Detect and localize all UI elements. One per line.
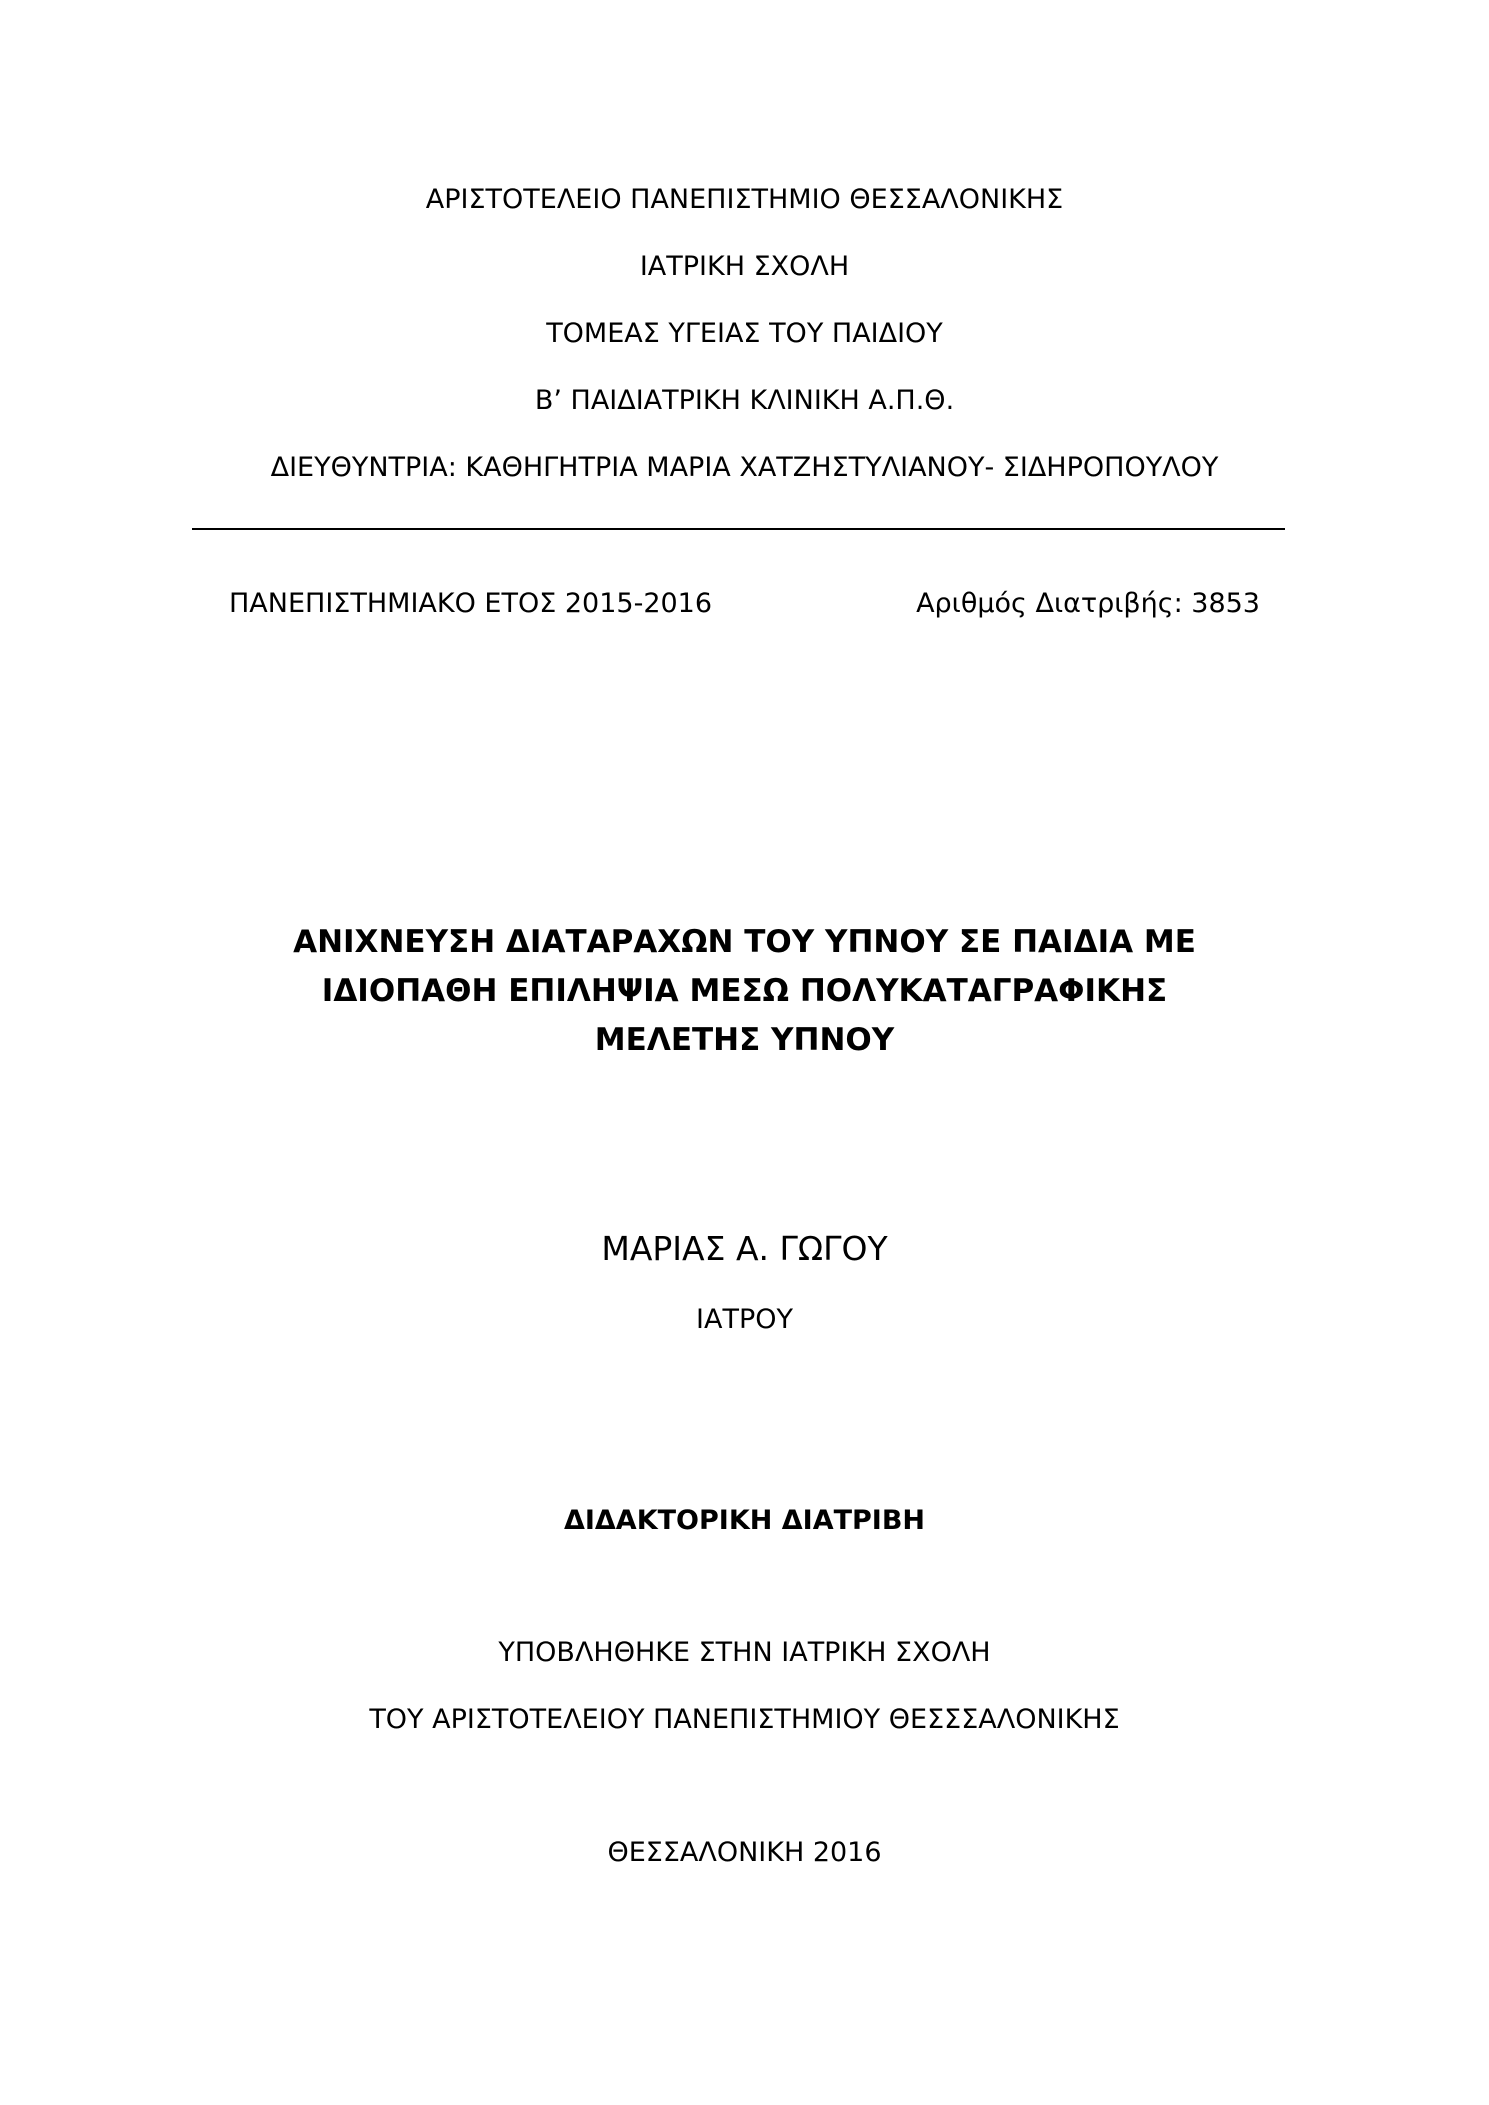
thesis-title-line-1: ΑΝΙΧΝΕΥΣΗ ΔΙΑΤΑΡΑΧΩΝ ΤΟΥ ΥΠΝΟΥ ΣΕ ΠΑΙΔΙΑ ΜΕ [293, 924, 1196, 960]
author-profession: ΙΑΤΡΟΥ [696, 1304, 793, 1335]
place-date: ΘΕΣΣΑΛΟΝΙΚΗ 2016 [607, 1837, 882, 1868]
sector-name: ΤΟΜΕΑΣ ΥΓΕΙΑΣ ΤΟΥ ΠΑΙΔΙΟΥ [546, 318, 943, 349]
thesis-title [0, 918, 1489, 1065]
header-divider [192, 528, 1285, 530]
submission-line-2: ΤΟΥ ΑΡΙΣΤΟΤΕΛΕΙΟΥ ΠΑΝΕΠΙΣΤΗΜΙΟΥ ΘΕΣΣΣΑΛΟΝΙΚΗΣ [369, 1704, 1120, 1735]
thesis-number: Αριθμός Διατριβής: 3853 [916, 588, 1260, 619]
submission-line-1: ΥΠΟΒΛΗΘΗΚΕ ΣΤΗΝ ΙΑΤΡΙΚΗ ΣΧΟΛΗ [498, 1637, 991, 1668]
school-name: ΙΑΤΡΙΚΗ ΣΧΟΛΗ [639, 251, 850, 282]
thesis-title-line-2: ΙΔΙΟΠΑΘΗ ΕΠΙΛΗΨΙΑ ΜΕΣΩ ΠΟΛΥΚΑΤΑΓΡΑΦΙΚΗΣ [321, 973, 1168, 1009]
director-line: ΔΙΕΥΘΥΝΤΡΙΑ: ΚΑΘΗΓΗΤΡΙΑ ΜΑΡΙΑ ΧΑΤΖΗΣΤΥΛΙΑΝΟΥ- ΣΙΔΗΡΟΠΟΥΛΟΥ [270, 452, 1219, 483]
academic-year: ΠΑΝΕΠΙΣΤΗΜΙΑΚΟ ΕΤΟΣ 2015-2016 [229, 588, 713, 619]
author-name: ΜΑΡΙΑΣ Α. ΓΩΓΟΥ [601, 1229, 888, 1268]
university-name: ΑΡΙΣΤΟΤΕΛΕΙΟ ΠΑΝΕΠΙΣΤΗΜΙΟ ΘΕΣΣΑΛΟΝΙΚΗΣ [425, 184, 1064, 215]
clinic-name: Β’ ΠΑΙΔΙΑΤΡΙΚΗ ΚΛΙΝΙΚΗ Α.Π.Θ. [534, 385, 955, 416]
thesis-type: ΔΙΔΑΚΤΟΡΙΚΗ ΔΙΑΤΡΙΒΗ [563, 1505, 926, 1536]
thesis-title-line-3: ΜΕΛΕΤΗΣ ΥΠΝΟΥ [594, 1022, 895, 1058]
